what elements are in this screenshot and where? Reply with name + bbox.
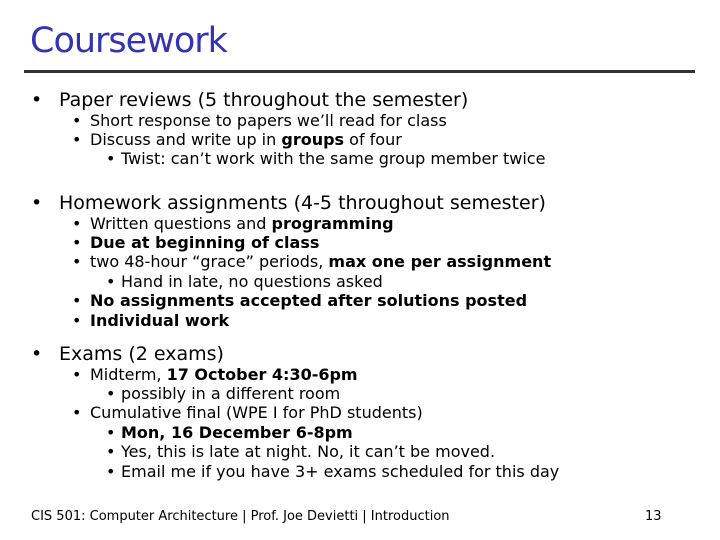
sub-sub-bullet — [106, 384, 341, 403]
sub-bullet — [72, 291, 528, 310]
slide-footer: CIS 501: Computer Architecture | Prof. Joe Devietti | Introduction — [31, 509, 450, 524]
sub-bullet-bold-text: No assignments accepted after solutions posted — [90, 291, 528, 310]
sub-bullet-text: Cumulative final (WPE I for PhD students) — [90, 403, 423, 422]
bullet-glyph: • — [31, 343, 43, 365]
sub-bullet — [72, 252, 552, 271]
bullet-glyph: • — [106, 272, 116, 291]
sub-bullet-bold-text: groups — [281, 130, 345, 149]
bullet-glyph: • — [72, 233, 82, 252]
bullet-glyph: • — [106, 423, 116, 442]
bullet-glyph: • — [106, 149, 116, 168]
sub-bullet-bold-text: max one per assignment — [328, 252, 552, 271]
sub-bullet — [72, 111, 447, 130]
bullet-text: Exams (2 exams) — [59, 343, 224, 365]
bullet-glyph: • — [72, 252, 82, 271]
page-number: 13 — [645, 509, 662, 524]
bullet-glyph: • — [72, 111, 82, 130]
sub-sub-bullet — [106, 272, 383, 291]
bullet-text: Homework assignments (4-5 throughout semester) — [59, 192, 546, 214]
bullet-glyph: • — [31, 192, 43, 214]
sub-bullet-text: Short response to papers we’ll read for class — [90, 111, 447, 130]
sub-sub-bullet-text: possibly in a different room — [121, 384, 341, 403]
sub-sub-bullet-text: Yes, this is late at night. No, it can’t be moved. — [121, 442, 496, 461]
sub-sub-bullet — [106, 442, 496, 461]
sub-bullet-text: of four — [344, 130, 402, 149]
bullet-glyph: • — [72, 311, 82, 330]
bullet-exams — [31, 343, 224, 365]
sub-bullet — [72, 365, 358, 384]
bullet-glyph: • — [106, 442, 116, 461]
sub-bullet-bold-text: programming — [271, 214, 394, 233]
sub-bullet-bold-text: Due at beginning of class — [90, 233, 320, 252]
sub-sub-bullet-text: Hand in late, no questions asked — [121, 272, 383, 291]
sub-sub-bullet — [106, 462, 560, 481]
slide-title: Coursework — [30, 21, 227, 61]
sub-bullet — [72, 311, 230, 330]
bullet-glyph: • — [72, 403, 82, 422]
sub-bullet-bold-text: Individual work — [90, 311, 230, 330]
bullet-text: Paper reviews (5 throughout the semester) — [59, 89, 469, 111]
sub-sub-bullet — [106, 423, 353, 442]
bullet-homework — [31, 192, 546, 214]
sub-bullet-text: Midterm, — [90, 365, 167, 384]
bullet-glyph: • — [72, 365, 82, 384]
sub-bullet-text: Written questions and — [90, 214, 272, 233]
bullet-glyph: • — [72, 291, 82, 310]
bullet-paper-reviews — [31, 89, 469, 111]
sub-bullet — [72, 233, 320, 252]
sub-bullet — [72, 403, 423, 422]
bullet-glyph: • — [72, 130, 82, 149]
sub-bullet — [72, 130, 402, 149]
bullet-glyph: • — [31, 89, 43, 111]
sub-sub-bullet-text: Twist: can’t work with the same group member twice — [121, 149, 546, 168]
sub-bullet — [72, 214, 394, 233]
sub-bullet-text: Discuss and write up in — [90, 130, 282, 149]
sub-sub-bullet-bold-text: Mon, 16 December 6-8pm — [121, 423, 353, 442]
bullet-glyph: • — [106, 384, 116, 403]
sub-sub-bullet — [106, 149, 546, 168]
sub-sub-bullet-text: Email me if you have 3+ exams scheduled for this day — [121, 462, 560, 481]
sub-bullet-bold-text: 17 October 4:30-6pm — [166, 365, 358, 384]
bullet-glyph: • — [106, 462, 116, 481]
sub-bullet-text: two 48-hour “grace” periods, — [90, 252, 329, 271]
bullet-glyph: • — [72, 214, 82, 233]
